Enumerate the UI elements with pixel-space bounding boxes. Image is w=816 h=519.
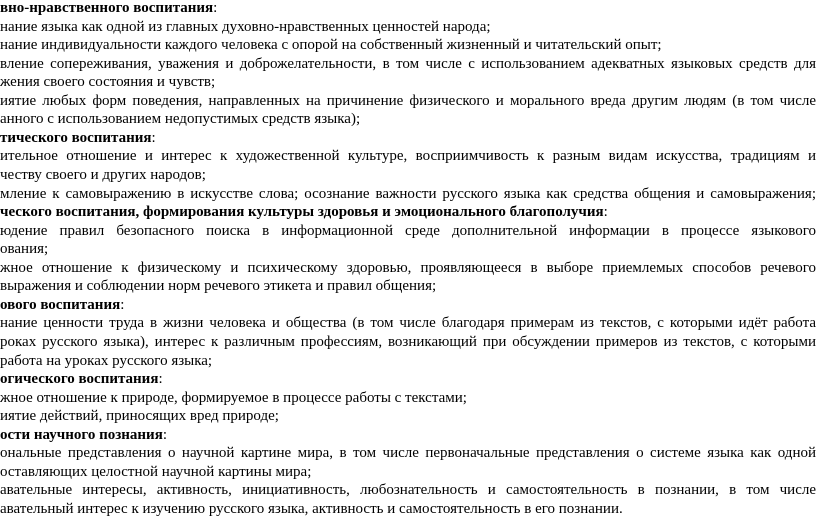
paragraph-line: ительное отношение и интерес к художественной культуре, восприимчивость к разным видам искусства, традициям и: [0, 148, 816, 164]
paragraph-line: жное отношение к физическому и психическому здоровью, проявляющееся в выборе приемлемых способов речевого: [0, 260, 816, 276]
paragraph-line: ования;: [0, 241, 49, 257]
paragraph-line: нание индивидуальности каждого человека с опорой на собственный жизненный и читательский опыт;: [0, 37, 662, 53]
paragraph-line: оставляющих целостной научной картины мира;: [0, 464, 312, 480]
paragraph-line: жения своего состояния и чувств;: [0, 74, 216, 90]
section-heading-ecological: огического воспитания:: [0, 371, 163, 387]
paragraph-line: анного с использованием недопустимых средств языка);: [0, 111, 361, 127]
paragraph-line: жное отношение к природе, формируемое в процессе работы с текстами;: [0, 390, 467, 406]
paragraph-line: нание ценности труда в жизни человека и общества (в том числе благодаря примерам из текстов, с которыми идёт работа: [0, 315, 816, 331]
section-heading-physical: ческого воспитания, формирования культуры здоровья и эмоционального благополучия:: [0, 204, 608, 220]
paragraph-line: ональные представления о научной картине мира, в том числе первоначальные представления о системе языка как одной: [0, 445, 816, 461]
section-heading-scientific: ости научного познания:: [0, 427, 167, 443]
paragraph-line: авательный интерес к изучению русского языка, активность и самостоятельность в его познании.: [0, 501, 623, 517]
section-heading-labor: ового воспитания:: [0, 297, 125, 313]
paragraph-line: нание языка как одной из главных духовно-нравственных ценностей народа;: [0, 19, 491, 35]
paragraph-line: вление сопереживания, уважения и доброжелательности, в том числе с использованием адекватных языковых средств для: [0, 56, 816, 72]
paragraph-line: авательные интересы, активность, инициативность, любознательность и самостоятельность в познании, в том числе: [0, 482, 816, 498]
paragraph-line: иятие любых форм поведения, направленных на причинение физического и морального вреда другим людям (в том числе: [0, 93, 816, 109]
section-heading-aesthetic: тического воспитания:: [0, 130, 156, 146]
paragraph-line: иятие действий, приносящих вред природе;: [0, 408, 279, 424]
paragraph-line: роках русского языка), интерес к различным профессиям, возникающий при обсуждении примеров из текстов, с которыми: [0, 334, 816, 350]
paragraph-line: работа на уроках русского языка;: [0, 353, 213, 369]
paragraph-line: выражения и соблюдении норм речевого этикета и правил общения;: [0, 278, 437, 294]
section-heading-spiritual-moral: вно-нравственного воспитания:: [0, 0, 218, 16]
paragraph-line: честву своего и других народов;: [0, 167, 206, 183]
paragraph-line: юдение правил безопасного поиска в информационной среде дополнительной информации в процессе языкового: [0, 223, 816, 239]
paragraph-line: мление к самовыражению в искусстве слова; осознание важности русского языка как средства общения и самовыражения;: [0, 186, 816, 202]
